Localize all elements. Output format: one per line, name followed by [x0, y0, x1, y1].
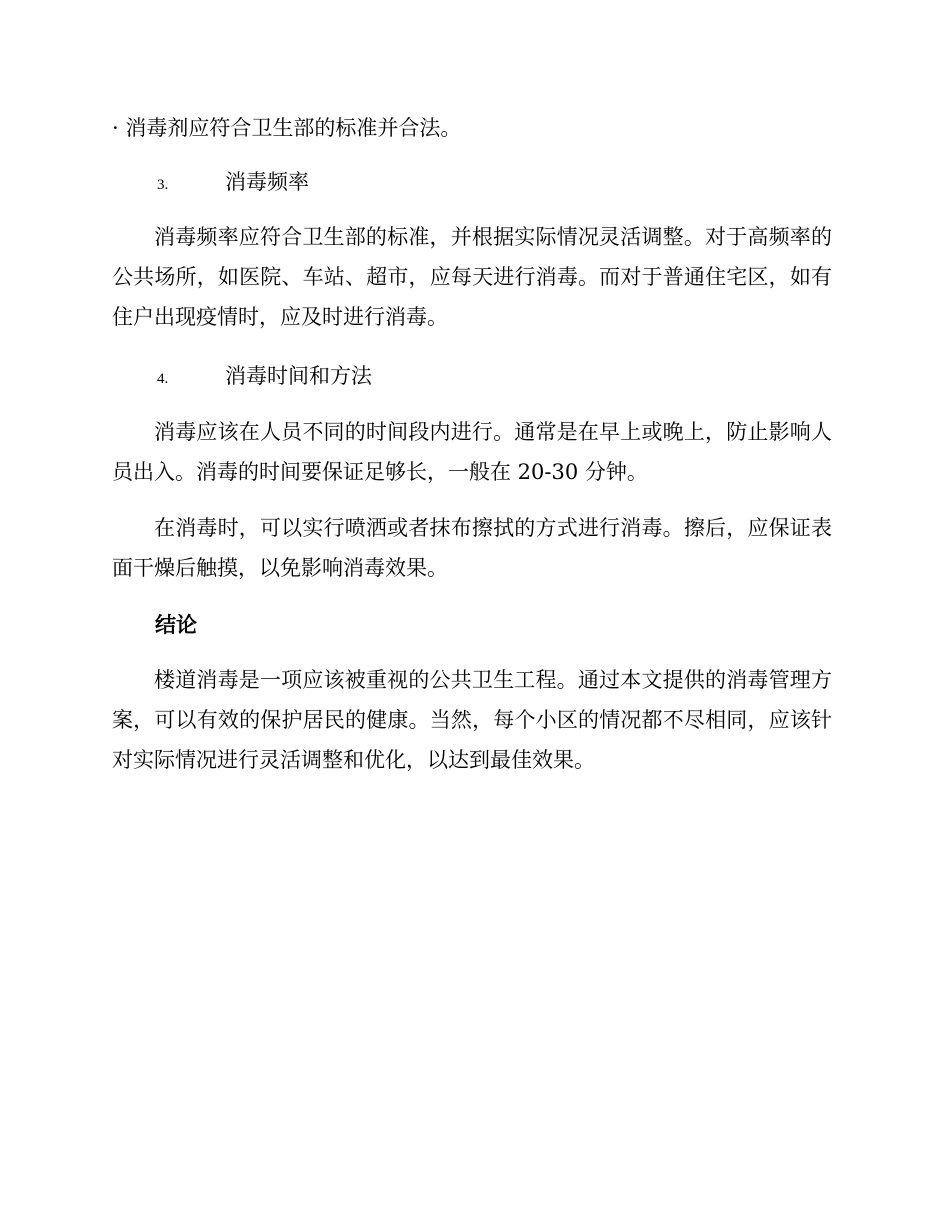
section-heading-time-method	[112, 360, 832, 395]
paragraph-time: 消毒应该在人员不同的时间段内进行。通常是在早上或晚上，防止影响人员出入。消毒的时间要保证足够长，一般在 20-30 分钟。	[112, 420, 832, 484]
paragraph-frequency: 消毒频率应符合卫生部的标准，并根据实际情况灵活调整。对于高频率的公共场所，如医院、车站、超市，应每天进行消毒。而对于普通住宅区，如有住户出现疫情时，应及时进行消毒。	[112, 225, 832, 329]
paragraph-method: 在消毒时，可以实行喷洒或者抹布擦拭的方式进行消毒。擦后，应保证表面干燥后触摸，以免影响消毒效果。	[112, 516, 832, 580]
conclusion-heading: 结论	[155, 613, 197, 637]
section-title: 消毒时间和方法	[225, 364, 372, 388]
section-number: 4.	[157, 371, 169, 387]
section-heading-frequency	[112, 166, 832, 201]
section-title: 消毒频率	[225, 170, 309, 194]
bullet-item-disinfectant-standard: · 消毒剂应符合卫生部的标准并合法。	[112, 116, 462, 140]
section-number: 3.	[157, 177, 169, 193]
paragraph-conclusion: 楼道消毒是一项应该被重视的公共卫生工程。通过本文提供的消毒管理方案，可以有效的保护居民的健康。当然，每个小区的情况都不尽相同，应该针对实际情况进行灵活调整和优化，以达到最佳效果。	[112, 668, 832, 772]
